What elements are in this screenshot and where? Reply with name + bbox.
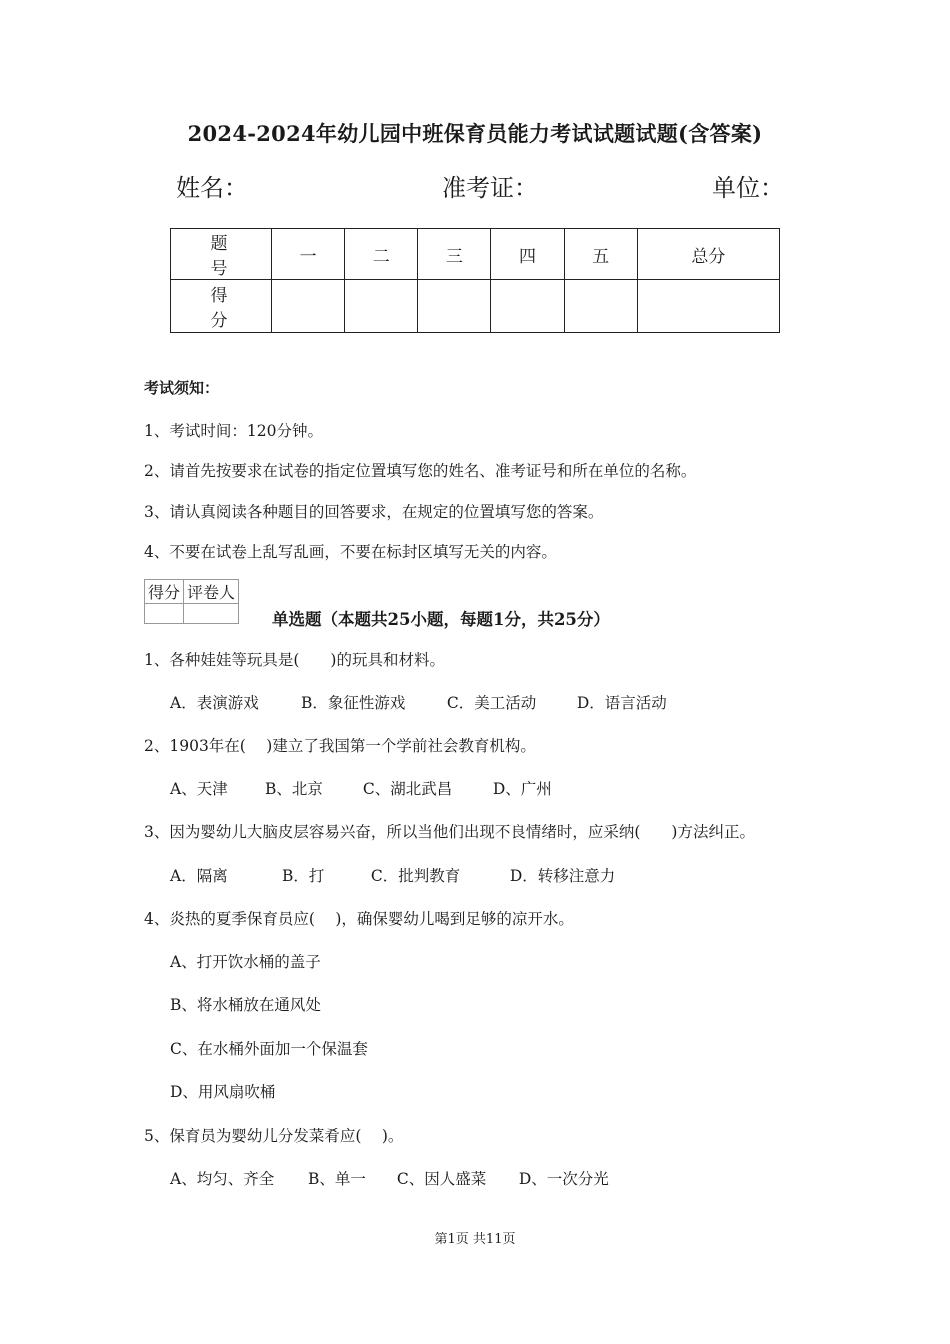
option[interactable]: A．隔离: [170, 867, 228, 885]
score-cell-3[interactable]: [418, 280, 491, 333]
notice-item: 1、考试时间：120分钟。: [144, 422, 323, 440]
option[interactable]: B、北京: [264, 780, 323, 798]
option[interactable]: B、将水桶放在通风处: [170, 996, 321, 1014]
score-row-label: 得 分: [171, 280, 272, 333]
option[interactable]: B．打: [281, 867, 325, 885]
question-options: [170, 864, 615, 886]
section-title: 单选题（本题共25小题，每题1分，共25分）: [272, 610, 610, 629]
notice-item: 3、请认真阅读各种题目的回答要求，在规定的位置填写您的答案。: [144, 503, 604, 521]
option[interactable]: C、湖北武昌: [362, 780, 453, 798]
score-table: [170, 228, 780, 333]
exam-id-label: 准考证：: [442, 174, 538, 202]
score-col-3: 三: [418, 229, 491, 280]
grader-name-label: 评卷人: [184, 580, 239, 604]
question-stem: 4、炎热的夏季保育员应( )，确保婴幼儿喝到足够的凉开水。: [144, 910, 574, 928]
score-cell-total[interactable]: [637, 280, 779, 333]
option[interactable]: D、广州: [492, 780, 552, 798]
question-stem: 5、保育员为婴幼儿分发菜肴应( )。: [144, 1127, 404, 1145]
score-cell-4[interactable]: [491, 280, 564, 333]
option[interactable]: C、因人盛菜: [396, 1170, 487, 1188]
question-stem: 2、1903年在( )建立了我国第一个学前社会教育机构。: [144, 737, 536, 755]
score-table-score-row: [171, 280, 780, 333]
score-col-4: 四: [491, 229, 564, 280]
score-col-2: 二: [345, 229, 418, 280]
score-cell-5[interactable]: [564, 280, 637, 333]
score-col-label: 题 号: [171, 229, 272, 280]
score-cell-2[interactable]: [345, 280, 418, 333]
question-options: [170, 1167, 609, 1189]
grader-table: [144, 579, 239, 624]
grader-score-cell[interactable]: [145, 604, 184, 624]
option[interactable]: D．语言活动: [576, 694, 667, 712]
score-table-header-row: [171, 229, 780, 280]
option[interactable]: C．美工活动: [446, 694, 537, 712]
option[interactable]: C．批判教育: [370, 867, 461, 885]
question-stem: 1、各种娃娃等玩具是( )的玩具和材料。: [144, 651, 445, 669]
option[interactable]: A、均匀、齐全: [170, 1170, 275, 1188]
option[interactable]: A、天津: [170, 780, 228, 798]
question-options: [170, 691, 667, 713]
unit-label: 单位：: [712, 174, 784, 202]
score-col-5: 五: [564, 229, 637, 280]
option[interactable]: B、单一: [307, 1170, 366, 1188]
option[interactable]: A．表演游戏: [170, 694, 259, 712]
question-options: [170, 777, 552, 799]
notice-item: 4、不要在试卷上乱写乱画，不要在标封区填写无关的内容。: [144, 543, 557, 561]
score-col-1: 一: [272, 229, 345, 280]
score-cell-1[interactable]: [272, 280, 345, 333]
name-label: 姓名：: [176, 174, 248, 202]
option[interactable]: A、打开饮水桶的盖子: [170, 953, 321, 971]
option[interactable]: C、在水桶外面加一个保温套: [170, 1040, 368, 1058]
score-col-total: 总分: [637, 229, 779, 280]
option[interactable]: B．象征性游戏: [300, 694, 406, 712]
notice-title: 考试须知：: [144, 379, 220, 397]
question-stem: 3、因为婴幼儿大脑皮层容易兴奋，所以当他们出现不良情绪时，应采纳( )方法纠正。: [144, 823, 755, 841]
page-number: 第1页 共11页: [434, 1232, 516, 1247]
grader-score-label: 得分: [145, 580, 184, 604]
option[interactable]: D、一次分光: [518, 1170, 609, 1188]
option[interactable]: D、用风扇吹桶: [170, 1083, 276, 1101]
page-title: 2024-2024年幼儿园中班保育员能力考试试题试题(含答案): [187, 121, 763, 146]
grader-name-cell[interactable]: [184, 604, 239, 624]
option[interactable]: D．转移注意力: [509, 867, 616, 885]
notice-item: 2、请首先按要求在试卷的指定位置填写您的姓名、准考证号和所在单位的名称。: [144, 462, 697, 480]
